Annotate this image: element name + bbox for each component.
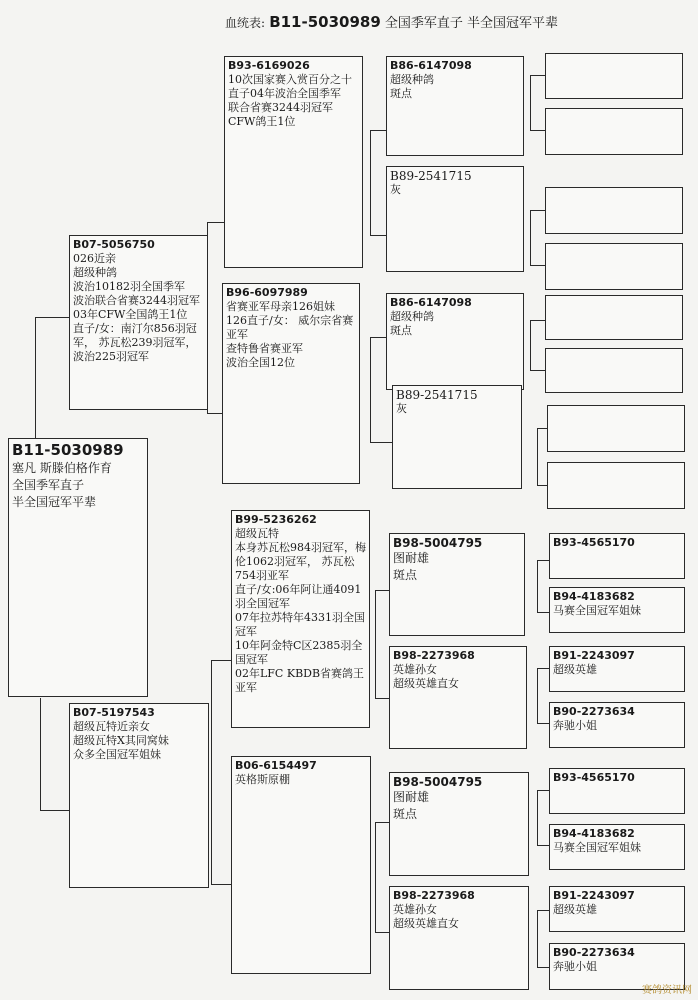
gen4-ring: B93-4565170: [553, 771, 635, 784]
great-grandparent-card: [389, 772, 529, 876]
gp-ring: B96-6097989: [226, 286, 308, 299]
great-grandparent-card: [392, 385, 522, 489]
gen4-ring: B93-4565170: [553, 536, 635, 549]
connector-line: [537, 790, 549, 791]
ggp-notes: 超级种鸽 斑点: [390, 310, 434, 337]
sire-ring: B07-5056750: [73, 238, 155, 251]
sire-notes: 026近亲 超级种鸽 波治10182羽全国季军 波治联合省赛3244羽冠军 03年CFW全国鸽王1位 直子/女：南汀尔856羽冠军， 苏瓦松239羽冠军，波治225羽冠军: [73, 252, 200, 363]
gen4-card: [549, 824, 685, 870]
grandsire-maternal-card: [231, 510, 370, 728]
gen4-notes: 马赛全国冠军姐妹: [553, 841, 641, 854]
granddam-maternal-card: [231, 756, 371, 974]
connector-line: [530, 265, 545, 266]
title-desc: 全国季军直子 半全国冠军平辈: [384, 16, 559, 31]
connector-line: [530, 210, 545, 211]
gen4-notes: 奔驰小姐: [553, 719, 597, 732]
connector-line: [375, 822, 389, 823]
great-grandparent-card: [389, 886, 529, 990]
gen4-card: [547, 405, 685, 452]
gp-ring: B93-6169026: [228, 59, 310, 72]
ggp-notes: 灰: [390, 183, 401, 196]
gen4-card: [545, 187, 683, 234]
connector-line: [35, 317, 71, 318]
ggp-ring: B98-2273968: [393, 889, 475, 902]
gen4-notes: 超级英雄: [553, 663, 597, 676]
gen4-ring: B94-4183682: [553, 827, 635, 840]
gp-notes: 省赛亚军母亲126姐妹 126直子/女： 威尔宗省赛亚军 查特鲁省赛亚军 波治全国12位: [226, 300, 354, 369]
great-grandparent-card: [389, 646, 527, 749]
gp-notes: 英格斯原棚: [235, 773, 290, 786]
connector-line: [375, 698, 389, 699]
gen4-notes: 超级英雄: [553, 903, 597, 916]
connector-line: [530, 75, 531, 130]
connector-line: [537, 428, 547, 429]
ggp-notes: 超级种鸽 斑点: [390, 73, 434, 100]
ggp-notes: 灰: [396, 402, 407, 415]
root-notes: 全国季军直子 半全国冠军平辈: [12, 478, 97, 509]
connector-line: [530, 75, 545, 76]
connector-line: [537, 910, 549, 911]
gp-notes: 超级瓦特 本身苏瓦松984羽冠军，梅伦1062羽冠军， 苏瓦松754羽亚军 直子/女:06年阿让通4091羽全国冠军 07年拉苏特年4331羽全国冠军 10年阿金特C区2385羽全国冠军 02年LFC KBDB省赛鸽王亚军: [235, 527, 366, 694]
connector-line: [530, 320, 545, 321]
gen4-card: [549, 587, 685, 633]
connector-line: [537, 668, 538, 723]
gen4-card: [545, 243, 683, 290]
connector-line: [537, 560, 538, 612]
root-bird-card: [8, 438, 148, 697]
ggp-ring: B89-2541715: [396, 388, 478, 402]
ggp-ring: B98-5004795: [393, 775, 483, 789]
ggp-notes: 英雄孙女 超级英雄直女: [393, 903, 459, 930]
connector-line: [530, 210, 531, 265]
gen4-card: [549, 702, 685, 748]
gen4-card: [549, 768, 685, 814]
gen4-card: [545, 53, 683, 99]
gp-ring: B99-5236262: [235, 513, 317, 526]
connector-line: [40, 810, 71, 811]
gen4-ring: B91-2243097: [553, 889, 635, 902]
great-grandparent-card: [386, 56, 524, 156]
connector-line: [375, 590, 376, 698]
gen4-ring: B91-2243097: [553, 649, 635, 662]
gp-ring: B06-6154497: [235, 759, 317, 772]
gen4-card: [547, 462, 685, 509]
connector-line: [537, 668, 549, 669]
granddam-paternal-card: [222, 283, 360, 484]
connector-line: [211, 660, 212, 884]
gen4-card: [549, 646, 685, 692]
great-grandparent-card: [386, 166, 524, 272]
gen4-card: [545, 348, 683, 393]
connector-line: [537, 612, 549, 613]
gen4-ring: B94-4183682: [553, 590, 635, 603]
connector-line: [530, 370, 545, 371]
great-grandparent-card: [386, 293, 524, 390]
gp-notes: 10次国家赛入赏百分之十 直子04年波治全国季军 联合省赛3244羽冠军 CFW鸽王1位: [228, 73, 352, 128]
connector-line: [530, 320, 531, 370]
connector-line: [530, 130, 545, 131]
connector-line: [375, 590, 389, 591]
ggp-ring: B89-2541715: [390, 169, 472, 183]
great-grandparent-card: [389, 533, 525, 636]
grandsire-paternal-card: [224, 56, 363, 268]
gen4-ring: B90-2273634: [553, 946, 635, 959]
connector-line: [537, 723, 549, 724]
pedigree-title: [225, 12, 558, 31]
connector-line: [537, 428, 538, 485]
connector-line: [211, 884, 233, 885]
dam-ring: B07-5197543: [73, 706, 155, 719]
connector-line: [375, 932, 389, 933]
ggp-notes: 图耐雄 斑点: [393, 790, 430, 821]
connector-line: [537, 845, 549, 846]
root-name: 塞凡 斯滕伯格作育: [12, 461, 112, 475]
connector-line: [537, 967, 549, 968]
connector-line: [370, 337, 371, 442]
ggp-notes: 英雄孙女 超级英雄直女: [393, 663, 459, 690]
gen4-card: [545, 108, 683, 155]
root-ring: B11-5030989: [12, 441, 124, 459]
connector-line: [370, 130, 371, 235]
title-ring: B11-5030989: [269, 13, 381, 31]
connector-line: [211, 660, 233, 661]
ggp-ring: B86-6147098: [390, 296, 472, 309]
ggp-ring: B98-2273968: [393, 649, 475, 662]
connector-line: [537, 560, 549, 561]
connector-line: [537, 910, 538, 967]
connector-line: [370, 235, 386, 236]
gen4-notes: 马赛全国冠军姐妹: [553, 604, 641, 617]
connector-line: [537, 790, 538, 845]
gen4-ring: B90-2273634: [553, 705, 635, 718]
gen4-card: [545, 295, 683, 340]
ggp-notes: 图耐雄 斑点: [393, 551, 430, 582]
gen4-card: [549, 886, 685, 932]
sire-card: [69, 235, 208, 410]
connector-line: [370, 442, 392, 443]
connector-line: [537, 485, 547, 486]
dam-card: [69, 703, 209, 888]
connector-line: [375, 822, 376, 932]
dam-notes: 超级瓦特近亲女 超级瓦特X其同窝妹 众多全国冠军姐妹: [73, 720, 169, 761]
ggp-ring: B86-6147098: [390, 59, 472, 72]
connector-line: [35, 317, 36, 440]
title-prefix: 血统表:: [225, 16, 266, 30]
connector-line: [370, 130, 386, 131]
gen4-card: [549, 533, 685, 579]
ggp-ring: B98-5004795: [393, 536, 483, 550]
gen4-notes: 奔驰小姐: [553, 960, 597, 973]
connector-line: [40, 698, 41, 810]
connector-line: [370, 337, 386, 338]
site-watermark: 赛鸽资讯网: [642, 985, 692, 996]
